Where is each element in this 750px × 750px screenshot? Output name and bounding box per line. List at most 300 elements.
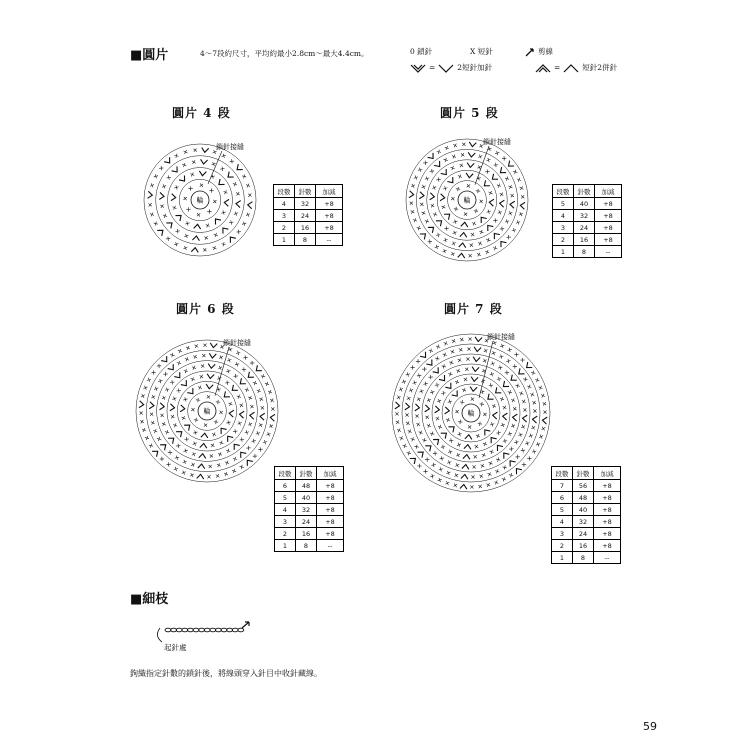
single-crochet-mark — [446, 471, 450, 475]
increase-mark — [160, 403, 165, 410]
table-cell: 56 — [573, 480, 594, 492]
increase-mark — [471, 377, 478, 382]
single-crochet-mark — [142, 428, 146, 432]
single-crochet-mark — [525, 441, 529, 445]
single-crochet-mark — [539, 435, 543, 439]
increase-mark — [200, 443, 207, 448]
single-crochet-mark — [492, 404, 496, 408]
single-crochet-mark — [411, 437, 415, 441]
single-crochet-mark — [502, 156, 506, 160]
single-crochet-mark — [248, 396, 252, 400]
single-crochet-mark — [464, 378, 468, 382]
single-crochet-mark — [143, 386, 147, 390]
single-crochet-mark — [186, 207, 190, 211]
table-cell: 24 — [296, 516, 317, 528]
single-crochet-mark — [237, 395, 241, 399]
table-header-cell: 加減 — [316, 185, 343, 198]
increase-mark — [174, 372, 180, 378]
table-cell: 32 — [574, 210, 595, 222]
single-crochet-mark — [422, 367, 426, 371]
single-crochet-mark — [175, 229, 179, 233]
chain-loop — [215, 628, 221, 632]
single-crochet-mark — [445, 146, 449, 150]
single-crochet-mark — [507, 348, 511, 352]
table-cell: -- — [316, 234, 343, 246]
single-crochet-mark — [407, 396, 411, 400]
single-crochet-mark — [194, 418, 198, 422]
increase-mark — [209, 353, 216, 358]
table-cell: +8 — [317, 492, 344, 504]
single-crochet-mark — [422, 438, 426, 442]
single-crochet-mark — [433, 212, 437, 216]
increase-mark — [503, 381, 509, 387]
single-crochet-mark — [229, 402, 233, 406]
single-crochet-mark — [140, 411, 143, 414]
increase-mark — [229, 410, 234, 417]
single-crochet-mark — [160, 414, 163, 417]
increase-mark — [187, 388, 193, 394]
single-crochet-mark — [176, 444, 180, 448]
increase-mark — [425, 405, 430, 412]
single-crochet-mark — [410, 365, 414, 369]
single-crochet-mark — [193, 442, 197, 446]
table-cell: 3 — [275, 516, 296, 528]
single-crochet-mark — [478, 485, 481, 488]
single-crochet-mark — [219, 411, 222, 414]
increase-mark — [139, 401, 144, 408]
single-crochet-mark — [541, 394, 545, 398]
single-crochet-mark — [459, 348, 463, 352]
increase-mark — [448, 427, 454, 433]
single-crochet-mark — [140, 420, 144, 424]
single-crochet-mark — [417, 226, 421, 230]
single-crochet-mark — [224, 472, 228, 476]
single-crochet-mark — [188, 186, 192, 190]
table-row — [552, 480, 621, 492]
single-crochet-mark — [270, 399, 274, 403]
increase-mark — [232, 385, 238, 391]
increase-mark — [161, 356, 167, 362]
single-crochet-mark — [259, 397, 263, 401]
increase-mark — [491, 438, 497, 444]
single-crochet-mark — [478, 155, 482, 159]
legend-chain: 0 鎖針 — [410, 47, 433, 56]
single-crochet-mark — [234, 212, 238, 216]
single-crochet-mark — [436, 177, 440, 181]
single-crochet-mark — [232, 469, 236, 473]
table-row — [275, 504, 344, 516]
single-crochet-mark — [447, 460, 451, 464]
increase-mark — [426, 360, 432, 366]
single-crochet-mark — [480, 402, 484, 406]
increase-mark — [224, 199, 229, 206]
single-crochet-mark — [201, 364, 204, 367]
single-crochet-mark — [469, 254, 472, 257]
increase-mark — [197, 474, 204, 479]
increase-mark — [224, 391, 230, 397]
ring-label: 輪 — [203, 407, 211, 416]
single-crochet-mark — [467, 347, 470, 350]
single-crochet-mark — [182, 163, 186, 167]
single-crochet-mark — [227, 358, 231, 362]
increase-mark — [473, 357, 480, 362]
stitch-table-5 — [552, 184, 622, 258]
increase-mark — [501, 241, 507, 247]
single-crochet-mark — [490, 450, 494, 454]
single-crochet-mark — [446, 418, 450, 422]
single-crochet-mark — [489, 383, 493, 387]
increase-mark — [542, 417, 547, 424]
single-crochet-mark — [423, 469, 427, 473]
increase-mark — [221, 428, 227, 434]
single-crochet-mark — [416, 423, 420, 427]
increase-mark — [445, 407, 450, 414]
single-crochet-mark — [453, 220, 457, 224]
table-cell: 48 — [573, 492, 594, 504]
increase-mark — [434, 161, 440, 167]
single-crochet-mark — [405, 413, 408, 416]
single-crochet-mark — [458, 432, 462, 436]
single-crochet-mark — [207, 475, 210, 478]
table-cell: 1 — [553, 246, 574, 258]
single-crochet-mark — [245, 388, 249, 392]
table-cell: +8 — [595, 210, 622, 222]
increase-mark — [201, 433, 208, 438]
table-cell: 32 — [296, 504, 317, 516]
single-crochet-mark — [479, 230, 483, 234]
single-crochet-mark — [250, 361, 254, 365]
single-crochet-mark — [508, 432, 512, 436]
single-crochet-mark — [460, 164, 464, 168]
increase-mark — [248, 202, 253, 209]
increase-mark — [260, 413, 265, 420]
single-crochet-mark — [485, 169, 489, 173]
single-crochet-mark — [209, 465, 212, 468]
single-crochet-mark — [430, 169, 434, 173]
single-crochet-mark — [200, 375, 204, 379]
single-crochet-mark — [420, 389, 424, 393]
increase-mark — [433, 367, 439, 373]
increase-mark — [458, 253, 465, 258]
increase-mark — [494, 233, 500, 239]
size-note: 4～7段約尺寸，平均約最小2.8cm～最大4.4cm。 — [200, 49, 369, 58]
single-crochet-mark — [444, 341, 448, 345]
single-crochet-mark — [154, 221, 158, 225]
increase-mark — [405, 403, 410, 410]
single-crochet-mark — [436, 233, 440, 237]
single-crochet-mark — [225, 381, 229, 385]
single-crochet-mark — [166, 236, 170, 240]
single-crochet-mark — [455, 380, 459, 384]
increase-mark — [270, 414, 275, 421]
single-crochet-mark — [212, 162, 216, 166]
increase-mark — [510, 461, 516, 467]
increase-mark — [419, 192, 424, 199]
single-crochet-mark — [236, 192, 240, 196]
single-crochet-mark — [505, 371, 509, 375]
table-row — [275, 516, 344, 528]
single-crochet-mark — [417, 373, 421, 377]
section-title-stem: ■細枝 — [130, 592, 169, 607]
table-row — [552, 492, 621, 504]
table-cell: 3 — [553, 222, 574, 234]
increase-mark — [160, 445, 166, 451]
single-crochet-mark — [183, 246, 187, 250]
single-crochet-mark — [157, 364, 161, 368]
single-crochet-mark — [494, 481, 498, 485]
single-crochet-mark — [242, 174, 246, 178]
single-crochet-mark — [250, 405, 253, 408]
single-crochet-mark — [174, 154, 178, 158]
increase-mark — [240, 378, 246, 384]
single-crochet-mark — [417, 464, 421, 468]
table-row — [274, 198, 343, 210]
single-crochet-mark — [163, 214, 167, 218]
increase-mark — [149, 402, 154, 409]
increase-mark — [215, 219, 221, 225]
single-crochet-mark — [502, 477, 506, 481]
increase-mark — [472, 367, 479, 372]
single-crochet-mark — [533, 409, 536, 412]
single-crochet-mark — [216, 400, 220, 404]
single-crochet-mark — [475, 445, 479, 449]
single-crochet-mark — [153, 429, 157, 433]
cut-yarn-icon — [525, 47, 535, 57]
table-cell: 3 — [274, 210, 295, 222]
table-cell: -- — [595, 246, 622, 258]
single-crochet-mark — [236, 351, 240, 355]
single-crochet-mark — [435, 245, 439, 249]
chain-loop — [199, 628, 205, 632]
single-crochet-mark — [170, 380, 174, 384]
single-crochet-mark — [183, 460, 187, 464]
single-crochet-mark — [159, 166, 163, 170]
single-crochet-mark — [449, 438, 453, 442]
single-crochet-mark — [451, 197, 454, 200]
single-crochet-mark — [503, 439, 507, 443]
single-crochet-mark — [451, 252, 455, 256]
table-row — [553, 198, 622, 210]
single-crochet-mark — [479, 200, 482, 203]
increase-mark — [504, 453, 510, 459]
single-crochet-mark — [190, 173, 194, 177]
single-crochet-mark — [162, 184, 166, 188]
single-crochet-mark — [248, 422, 252, 426]
single-crochet-mark — [150, 413, 153, 416]
single-crochet-mark — [460, 338, 463, 341]
increase-mark — [210, 343, 217, 348]
single-crochet-mark — [472, 465, 475, 468]
increase-mark — [175, 215, 181, 221]
single-crochet-mark — [514, 352, 518, 356]
table-row — [274, 234, 343, 246]
single-crochet-mark — [395, 412, 398, 415]
chain-loop — [193, 628, 199, 632]
increase-mark — [223, 228, 229, 234]
single-crochet-mark — [444, 226, 448, 230]
table-header-cell: 段數 — [274, 185, 295, 198]
single-crochet-mark — [157, 437, 161, 441]
single-crochet-mark — [202, 354, 205, 357]
single-crochet-mark — [203, 248, 206, 251]
single-crochet-mark — [411, 210, 415, 214]
increase-mark — [469, 142, 476, 147]
single-crochet-mark — [259, 423, 263, 427]
single-crochet-mark — [529, 434, 533, 438]
single-crochet-mark — [443, 353, 447, 357]
single-crochet-mark — [477, 253, 481, 257]
single-crochet-mark — [485, 250, 489, 254]
single-crochet-mark — [435, 356, 439, 360]
single-crochet-mark — [162, 422, 166, 426]
single-crochet-mark — [219, 441, 223, 445]
single-crochet-mark — [506, 359, 510, 363]
single-crochet-mark — [253, 454, 257, 458]
single-crochet-mark — [414, 445, 418, 449]
single-crochet-mark — [431, 463, 435, 467]
single-crochet-mark — [151, 421, 155, 425]
single-crochet-mark — [252, 439, 256, 443]
stitch-table-6 — [274, 466, 344, 552]
increase-mark — [202, 148, 209, 153]
single-crochet-mark — [441, 445, 445, 449]
single-crochet-mark — [191, 377, 195, 381]
table-header-cell: 加減 — [317, 467, 344, 480]
single-crochet-mark — [497, 184, 501, 188]
single-crochet-mark — [213, 200, 216, 203]
increase-mark — [435, 406, 440, 413]
single-crochet-mark — [185, 357, 189, 361]
single-crochet-mark — [505, 177, 509, 181]
single-crochet-mark — [175, 456, 179, 460]
ring-label: 輪 — [467, 409, 475, 418]
table-cell: +8 — [595, 222, 622, 234]
single-crochet-mark — [258, 447, 262, 451]
single-crochet-mark — [261, 374, 265, 378]
single-crochet-mark — [417, 397, 421, 401]
table-cell: 5 — [552, 504, 573, 516]
increase-mark — [191, 248, 198, 253]
table-cell: 2 — [553, 234, 574, 246]
increase-mark — [459, 243, 466, 248]
single-crochet-mark — [226, 420, 230, 424]
single-crochet-mark — [204, 423, 207, 426]
increase-mark — [508, 161, 514, 167]
table-row — [275, 528, 344, 540]
table-cell: 32 — [295, 198, 316, 210]
single-crochet-mark — [182, 471, 186, 475]
single-crochet-mark — [456, 187, 460, 191]
single-crochet-mark — [192, 366, 196, 370]
increase-mark — [428, 227, 434, 233]
single-crochet-mark — [482, 453, 486, 457]
single-crochet-mark — [458, 358, 462, 362]
single-crochet-mark — [489, 461, 493, 465]
single-crochet-mark — [516, 384, 520, 388]
increase-mark — [516, 469, 522, 475]
single-crochet-mark — [442, 249, 446, 253]
table-cell: +8 — [594, 540, 621, 552]
table-cell: 32 — [573, 516, 594, 528]
table-cell: 40 — [296, 492, 317, 504]
table-cell: 1 — [275, 540, 296, 552]
single-crochet-mark — [433, 451, 437, 455]
single-crochet-mark — [453, 144, 457, 148]
single-crochet-mark — [451, 166, 455, 170]
single-crochet-mark — [396, 420, 399, 423]
table-cell: 16 — [296, 528, 317, 540]
single-crochet-mark — [487, 210, 491, 214]
increase-mark — [181, 380, 187, 386]
single-crochet-mark — [243, 355, 247, 359]
single-crochet-mark — [530, 393, 534, 397]
single-crochet-mark — [532, 401, 536, 405]
single-crochet-mark — [269, 424, 273, 428]
table-cell: +8 — [595, 198, 622, 210]
table-header-cell: 針數 — [296, 467, 317, 480]
single-crochet-mark — [407, 451, 411, 455]
chain-loop — [187, 628, 193, 632]
single-crochet-mark — [452, 155, 456, 159]
table-cell: +8 — [594, 528, 621, 540]
single-crochet-mark — [186, 346, 190, 350]
legend-cut: 剪線 — [525, 46, 553, 57]
table-cell: 16 — [295, 222, 316, 234]
single-crochet-mark — [523, 377, 527, 381]
table-row — [275, 492, 344, 504]
table-cell: +8 — [317, 516, 344, 528]
chain-loops — [165, 628, 244, 632]
single-crochet-mark — [493, 218, 497, 222]
increase-mark — [199, 171, 206, 176]
table-header-cell: 針數 — [573, 467, 594, 480]
table-row — [553, 210, 622, 222]
single-crochet-mark — [435, 383, 439, 387]
single-crochet-mark — [235, 362, 239, 366]
increase-mark — [497, 445, 503, 451]
section-title-disc: ■圓片 — [130, 48, 169, 63]
single-crochet-mark — [492, 351, 496, 355]
single-crochet-mark — [248, 193, 251, 196]
increase-mark — [206, 384, 213, 389]
table-cell: 2 — [552, 540, 573, 552]
increase-mark — [440, 194, 445, 201]
increase-mark — [256, 365, 262, 371]
single-crochet-mark — [469, 337, 472, 340]
single-crochet-mark — [430, 432, 434, 436]
single-crochet-mark — [515, 455, 519, 459]
single-crochet-mark — [444, 158, 448, 162]
single-crochet-mark — [183, 397, 187, 401]
single-crochet-mark — [438, 478, 442, 482]
table-cell: 24 — [574, 222, 595, 234]
single-crochet-mark — [218, 452, 222, 456]
table-cell: -- — [317, 540, 344, 552]
single-crochet-mark — [197, 213, 200, 216]
single-crochet-mark — [456, 453, 460, 457]
single-crochet-mark — [428, 239, 432, 243]
single-crochet-mark — [449, 361, 453, 365]
single-crochet-mark — [257, 389, 261, 393]
single-crochet-mark — [245, 430, 249, 434]
table-cell: +8 — [316, 198, 343, 210]
increase-mark — [184, 425, 190, 431]
single-crochet-mark — [458, 175, 462, 179]
single-crochet-mark — [154, 387, 158, 391]
single-crochet-mark — [427, 424, 431, 428]
join-pointer — [479, 341, 493, 398]
table-cell: 4 — [553, 210, 574, 222]
